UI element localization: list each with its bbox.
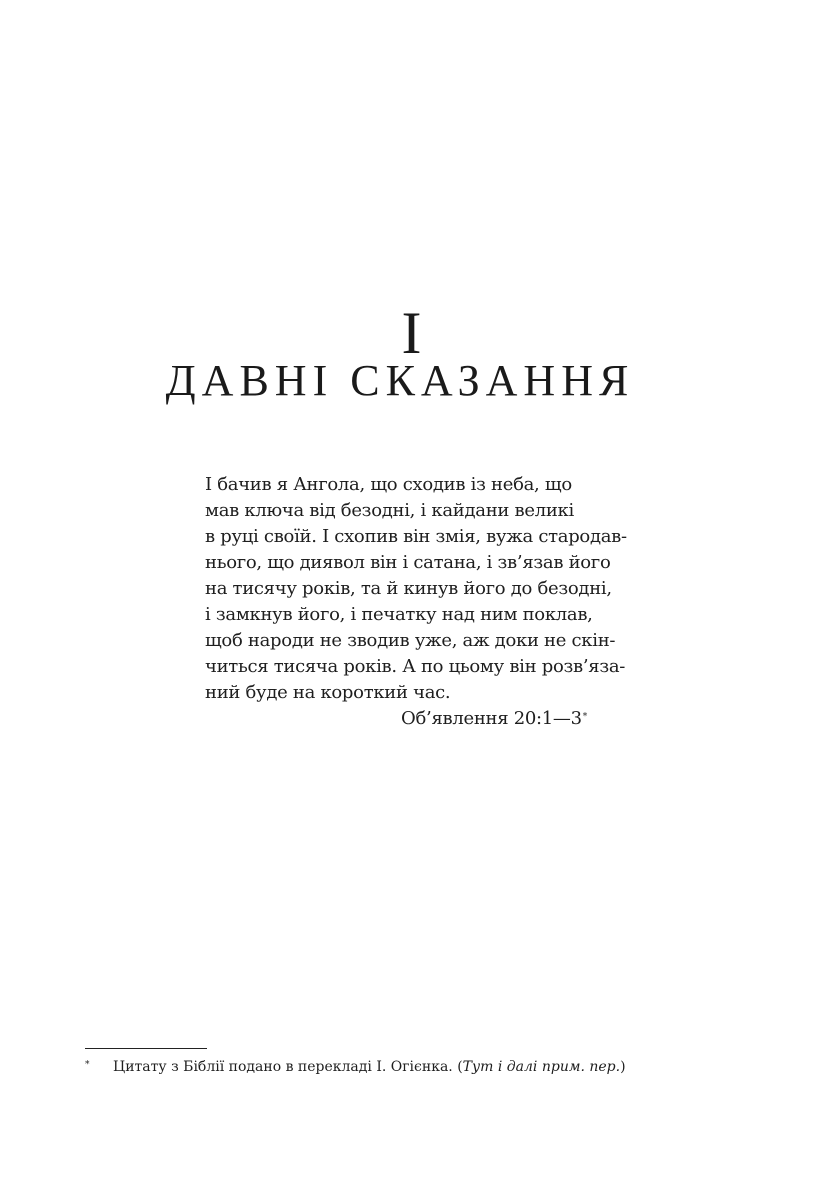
epigraph-source-text: Об’явлення 20:1—3 — [401, 708, 582, 729]
epigraph-line: мав ключа від безодні, і кайдани великі — [205, 500, 574, 521]
epigraph-line: на тисячу років, та й кинув його до безодні, — [205, 578, 612, 599]
epigraph-line: і замкнув його, і печатку над ним поклав, — [205, 604, 593, 625]
footnote-italic-note: Тут і далі прим. пер. — [462, 1059, 621, 1075]
epigraph-line: читься тисяча років. А по цьому він розв’яза- — [205, 656, 626, 677]
epigraph-line: І бачив я Ангола, що сходив із неба, що — [205, 474, 572, 495]
chapter-number: I — [401, 300, 422, 366]
footnote-mark: * — [85, 1060, 90, 1070]
footnote-closing: ) — [620, 1059, 626, 1075]
epigraph-line: щоб народи не зводив уже, аж доки не скін- — [205, 630, 616, 651]
epigraph-source — [205, 706, 615, 732]
footnote-text: Цитату з Біблії подано в перекладі І. Огієнка. ( — [113, 1059, 463, 1075]
footnote-reference[interactable]: * — [582, 712, 587, 722]
epigraph-line: нього, що диявол він і сатана, і зв’язав його — [205, 552, 611, 573]
epigraph-line: ний буде на короткий час. — [205, 682, 451, 703]
epigraph — [205, 472, 627, 732]
chapter-title: ДАВНІ СКАЗАННЯ — [165, 356, 635, 405]
epigraph-line: в руці своїй. І схопив він змія, вужа стародав- — [205, 526, 627, 547]
footnote-divider — [85, 1048, 207, 1049]
footnote — [85, 1057, 785, 1077]
